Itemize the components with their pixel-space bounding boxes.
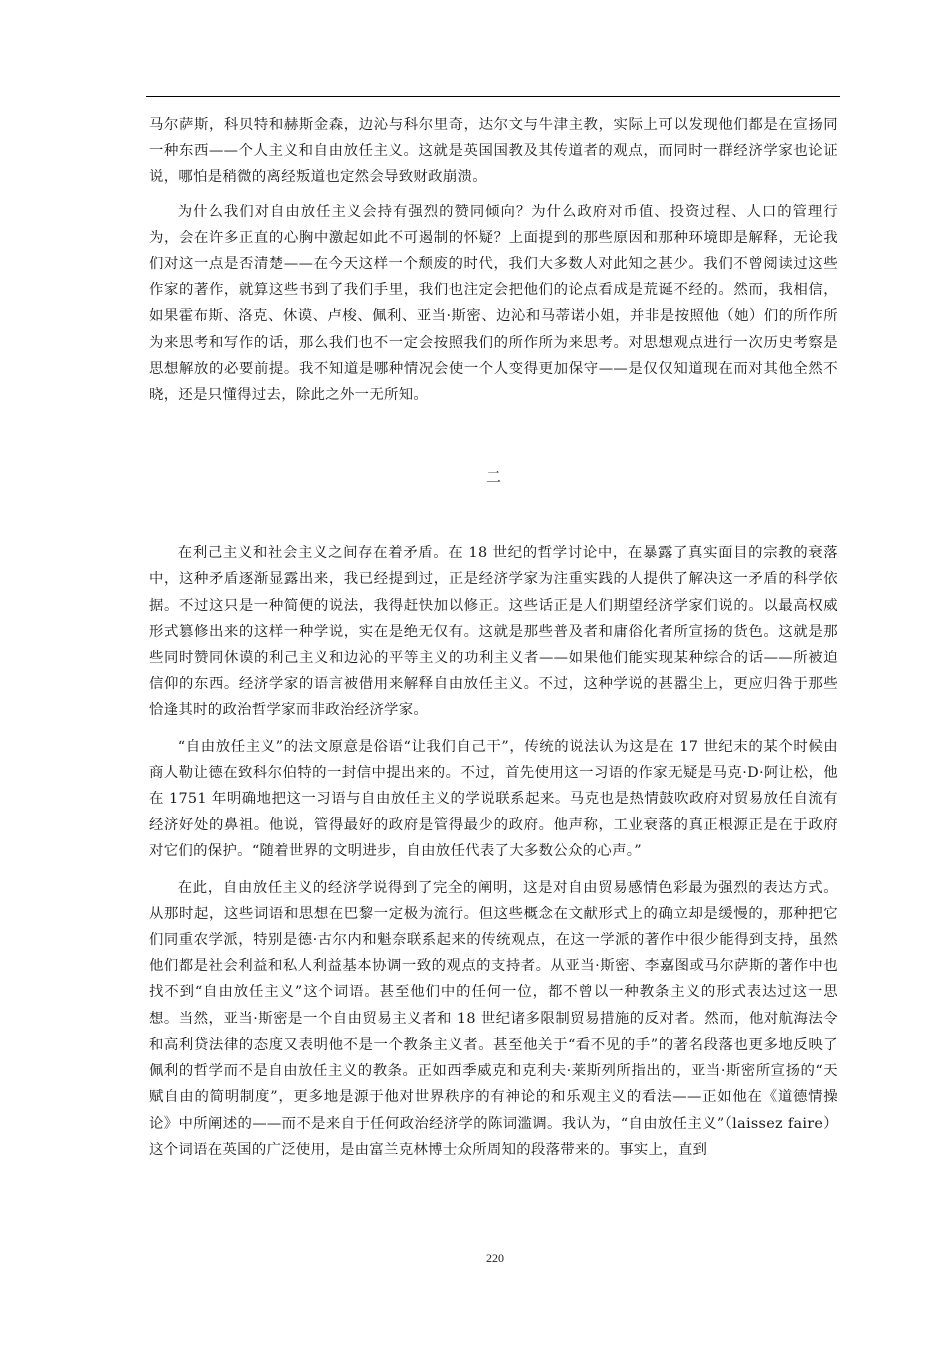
paragraph: 在此，自由放任主义的经济学说得到了完全的阐明，这是对自由贸易感情色彩最为强烈的表达方式。从那时起，这些词语和思想在巴黎一定极为流行。但这些概念在文献形式上的确立却是缓慢的，那种把它们同重农学派，特别是德·古尔内和魁奈联系起来的传统观点，在这一学派的著作中很少能得到支持，虽然他们都是社会利益和私人利益基本协调一致的观点的支持者。从亚当·斯密、李嘉图或马尔萨斯的著作中也找不到“自由放任主义”这个词语。甚至他们中的任何一位，都不曾以一种教条主义的形式表达过这一思想。当然，亚当·斯密是一个自由贸易主义者和 18 世纪诸多限制贸易措施的反对者。然而，他对航海法令和高利贷法律的态度又表明他不是一个教条主义者。甚至他关于“看不见的手”的著名段落也更多地反映了佩利的哲学而不是自由放任主义的教条。正如西季威克和克利夫·莱斯列所指出的，亚当·斯密所宣扬的“天赋自由的简明制度”，更多地是源于他对世界秩序的有神论的和乐观主义的看法——正如他在《道德情操论》中所阐述的——而不是来自于任何政治经济学的陈词滥调。我认为，“自由放任主义”（laissez faire）这个词语在英国的广泛使用，是由富兰克林博士众所周知的段落带来的。事实上，直到: [149, 879, 838, 1158]
paragraph: 在利己主义和社会主义之间存在着矛盾。在 18 世纪的哲学讨论中，在暴露了真实面目的宗教的衰落中，这种矛盾逐渐显露出来，我已经提到过，正是经济学家为注重实践的人提供了解决这一矛盾的科学依据。不过这只是一种简便的说法，我得赶快加以修正。这些话正是人们期望经济学家们说的。以最高权威形式篡修出来的这样一种学说，实在是绝无仅有。这就是那些普及者和庸俗化者所宣扬的货色。这就是那些同时赞同休谟的利己主义和边沁的平等主义的功利主义者——如果他们能实现某种综合的话——所被迫信仰的东西。经济学家的语言被借用来解释自由放任主义。不过，这种学说的甚嚣尘上，更应归咎于那些恰逢其时的政治哲学家而非政治经济学家。: [149, 545, 838, 719]
paragraph: 为什么我们对自由放任主义会持有强烈的赞同倾向？为什么政府对币值、投资过程、人口的管理行为，会在许多正直的心胸中激起如此不可遏制的怀疑？上面提到的那些原因和那种环境即是解释，无论我们对这一点是否清楚——在今天这样一个颓废的时代，我们大多数人对此知之甚少。我们不曾阅读过这些作家的著作，就算这些书到了我们手里，我们也注定会把他们的论点看成是荒诞不经的。然而，我相信，如果霍布斯、洛克、休谟、卢梭、佩利、亚当·斯密、边沁和马蒂诺小姐，并非是按照他（她）们的所作所为来思考和写作的话，那么我们也不一定会按照我们的所作所为来思考。对思想观点进行一次历史考察是思想解放的必要前提。我不知道是哪种情况会使一个人变得更加保守——是仅仅知道现在而对其他全然不晓，还是只懂得过去，除此之外一无所知。: [149, 203, 838, 404]
paragraph: “自由放任主义”的法文原意是俗语“让我们自己干”，传统的说法认为这是在 17 世纪末的某个时候由商人勒让德在致科尔伯特的一封信中提出来的。不过，首先使用这一习语的作家无疑是马克·D·阿让松，他在 1751 年明确地把这一习语与自由放任主义的学说联系起来。马克也是热情鼓吹政府对贸易放任自流有经济好处的鼻祖。他说，管得最好的政府是管得最少的政府。他声称，工业衰落的真正根源正是在于政府对它们的保护。“随着世界的文明进步，自由放任代表了大多数公众的心声。”: [149, 738, 838, 860]
paragraph-continued: 马尔萨斯，科贝特和赫斯金森，边沁与科尔里奇，达尔文与牛津主教，实际上可以发现他们都是在宣扬同一种东西——个人主义和自由放任主义。这就是英国国教及其传道者的观点，而同时一群经济学家也论证说，哪怕是稍微的离经叛道也定然会导致财政崩溃。: [149, 117, 838, 186]
page-number: 220: [486, 1251, 504, 1265]
section-heading: 二: [485, 468, 501, 487]
page-body: [149, 112, 838, 1163]
header-rule: [146, 96, 840, 97]
